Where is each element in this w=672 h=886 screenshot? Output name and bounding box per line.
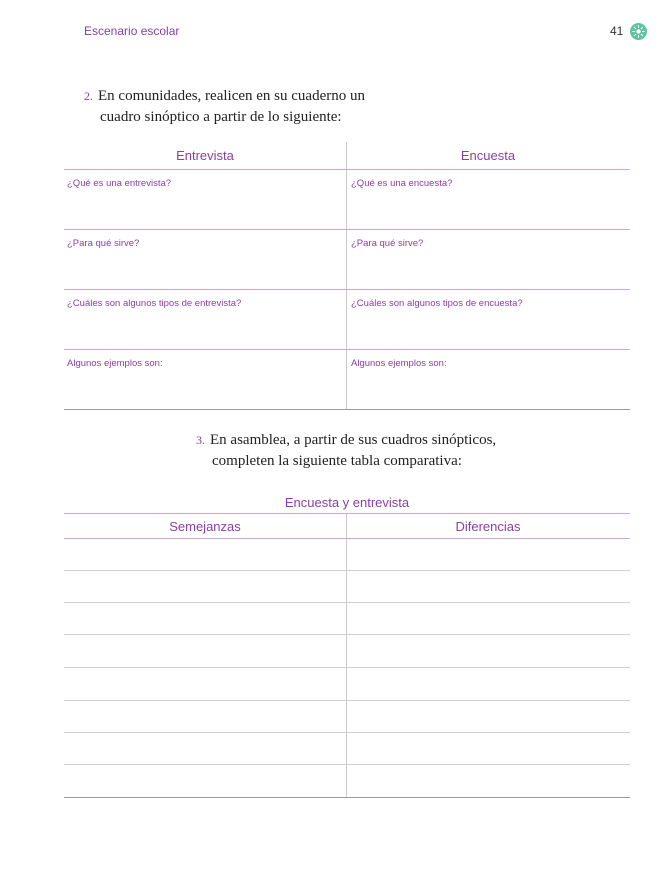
row-divider [64,732,630,733]
row-divider [64,289,630,290]
activity-3-number: 3. [196,433,205,447]
row-divider [64,538,630,539]
column-header-encuesta: Encuesta [460,148,516,163]
column-divider [346,142,347,410]
row-divider [64,764,630,765]
row-divider [64,570,630,571]
synoptic-table [64,142,630,410]
comparative-table-title: Encuesta y entrevista [284,495,410,510]
cell-entrevista-para-que: ¿Para qué sirve? [67,238,140,249]
activity-2-line-2: cuadro sinóptico a partir de lo siguiente: [100,109,342,125]
table-bottom-rule [64,409,630,410]
column-header-diferencias: Diferencias [455,519,521,534]
table-bottom-rule [64,797,630,798]
cell-encuesta-que-es: ¿Qué es una encuesta? [351,178,453,189]
activity-3-line-1: En asamblea, a partir de sus cuadros sinópticos, [210,432,497,448]
row-divider [64,602,630,603]
row-divider [64,667,630,668]
activity-2-instruction [84,86,365,128]
activity-3-instruction [196,430,496,472]
cell-entrevista-tipos: ¿Cuáles son algunos tipos de entrevista? [67,298,242,309]
activity-2-line-1: En comunidades, realicen en su cuaderno un [98,88,365,104]
column-divider [346,513,347,798]
cell-encuesta-tipos: ¿Cuáles son algunos tipos de encuesta? [351,298,523,309]
row-divider [64,349,630,350]
cell-encuesta-ejemplos: Algunos ejemplos son: [351,358,447,369]
row-divider [64,229,630,230]
sun-icon [632,25,645,38]
page-badge [630,23,647,40]
page-number: 41 [610,24,624,38]
table-top-rule [64,513,630,514]
cell-encuesta-para-que: ¿Para qué sirve? [351,238,424,249]
cell-entrevista-que-es: ¿Qué es una entrevista? [67,178,172,189]
column-header-semejanzas: Semejanzas [169,519,241,534]
row-divider [64,169,630,170]
row-divider [64,634,630,635]
row-divider [64,700,630,701]
activity-2-number: 2. [84,89,93,103]
column-header-entrevista: Entrevista [176,148,234,163]
section-title: Escenario escolar [84,24,180,38]
cell-entrevista-ejemplos: Algunos ejemplos son: [67,358,163,369]
activity-3-line-2: completen la siguiente tabla comparativa: [212,453,462,469]
comparative-table [64,513,630,798]
